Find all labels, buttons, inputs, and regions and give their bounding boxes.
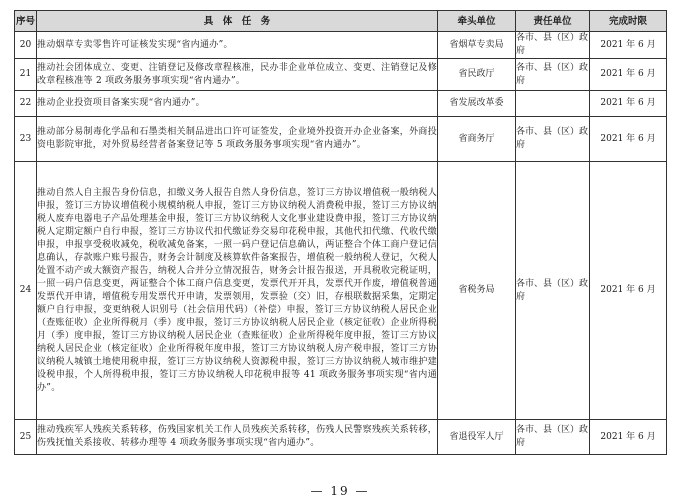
row-number: 25 — [15, 420, 37, 455]
table-row — [15, 420, 667, 455]
header-no: 序号 — [15, 11, 37, 32]
lead-unit: 省烟草专卖局 — [438, 32, 516, 59]
lead-unit: 省退役军人厅 — [438, 420, 516, 455]
row-number: 21 — [15, 59, 37, 91]
task-description: 推动残疾军人残疾关系转移，伤残国家机关工作人员残疾关系转移，伤残人民警察残疾关系转移，伤残抚恤关系接收、转移办理等 4 项政务服务事项实现“省内通办”。 — [37, 420, 438, 455]
task-table — [14, 10, 667, 455]
row-number: 24 — [15, 162, 37, 420]
header-task: 具 体 任 务 — [37, 11, 438, 32]
header-deadline: 完成时限 — [590, 11, 667, 32]
task-description: 推动社会团体成立、变更、注销登记及修改章程核准，民办非企业单位成立、变更、注销登记及修改章程核准等 2 项政务服务事项实现“省内通办”。 — [37, 59, 438, 91]
deadline: 2021 年 6 月 — [590, 59, 667, 91]
table-row — [15, 59, 667, 91]
table-row — [15, 32, 667, 59]
deadline: 2021 年 6 月 — [590, 32, 667, 59]
deadline: 2021 年 6 月 — [590, 420, 667, 455]
table-header-row — [15, 11, 667, 32]
table-row — [15, 91, 667, 117]
header-lead-unit: 牵头单位 — [438, 11, 516, 32]
deadline: 2021 年 6 月 — [590, 162, 667, 420]
task-description: 推动烟草专卖零售许可证核发实现“省内通办”。 — [37, 32, 438, 59]
table-row — [15, 117, 667, 162]
table-row — [15, 162, 667, 420]
responsible-unit: 各市、县（区）政府 — [516, 162, 590, 420]
lead-unit: 省发展改革委 — [438, 91, 516, 117]
responsible-unit — [516, 91, 590, 117]
lead-unit: 省税务局 — [438, 162, 516, 420]
lead-unit: 省商务厅 — [438, 117, 516, 162]
responsible-unit: 各市、县（区）政府 — [516, 32, 590, 59]
row-number: 20 — [15, 32, 37, 59]
lead-unit: 省民政厅 — [438, 59, 516, 91]
row-number: 22 — [15, 91, 37, 117]
deadline: 2021 年 6 月 — [590, 91, 667, 117]
task-description: 推动自然人自主报告身份信息，扣缴义务人报告自然人身份信息，签订三方协议增值税一般纳税人申报，签订三方协议增值税小规模纳税人申报，签订三方协议纳税人消费税申报，签订三方协议纳税人废弃电器电子产品处理基金申报，签订三方协议纳税人文化事业建设费申报，签订三方协议纳税人定期定额户自行申报，签订三方协议代扣代缴证券交易印花税申报，其他代扣代缴、代收代缴申报，申报享受税收减免，税收减免备案，一照一码户登记信息确认，两证整合个体工商户登记信息确认，存款账户账号报告，财务会计制度及核算软件备案报告，增值税一般纳税人登记，欠税人处置不动产或大额资产报告，纳税人合并分立情况报告，财务会计报告报送，开具税收完税证明，一照一码户信息变更，两证整合个体工商户信息变更，发票代开开具，发票代开作废，增值税普通发票代开申请，增值税专用发票代开申请，发票领用，发票验（交）旧，存根联数据采集，定期定额户自行申报，变更纳税人识别号（社会信用代码）（补偿）申报，签订三方协议纳税人居民企业（查账征收）企业所得税月（季）度申报，签订三方协议纳税人居民企业（核定征收）企业所得税月（季）度申报，签订三方协议纳税人居民企业（查账征收）企业所得税年度申报，签订三方协议纳税人居民企业（核定征收）企业所得税年度申报，签订三方协议纳税人房产税申报，签订三方协议纳税人城镇土地使用税申报，签订三方协议纳税人资源税申报，签订三方协议纳税人城市维护建设税申报，个人所得税申报，签订三方协议纳税人印花税申报等 41 项政务服务事项实现“省内通办”。 — [37, 162, 438, 420]
task-description: 推动部分易制毒化学品和石墨类相关制品进出口许可证签发，企业境外投资开办企业备案，外商投资电影院审批，对外贸易经营者备案登记等 5 项政务服务事项实现“省内通办”。 — [37, 117, 438, 162]
task-description: 推动企业投资项目备案实现“省内通办”。 — [37, 91, 438, 117]
row-number: 23 — [15, 117, 37, 162]
responsible-unit: 各市、县（区）政府 — [516, 420, 590, 455]
page-number: — 19 — — [310, 484, 370, 498]
responsible-unit: 各市、县（区）政府 — [516, 59, 590, 91]
header-responsible-unit: 责任单位 — [516, 11, 590, 32]
deadline: 2021 年 6 月 — [590, 117, 667, 162]
responsible-unit: 各市、县（区）政府 — [516, 117, 590, 162]
